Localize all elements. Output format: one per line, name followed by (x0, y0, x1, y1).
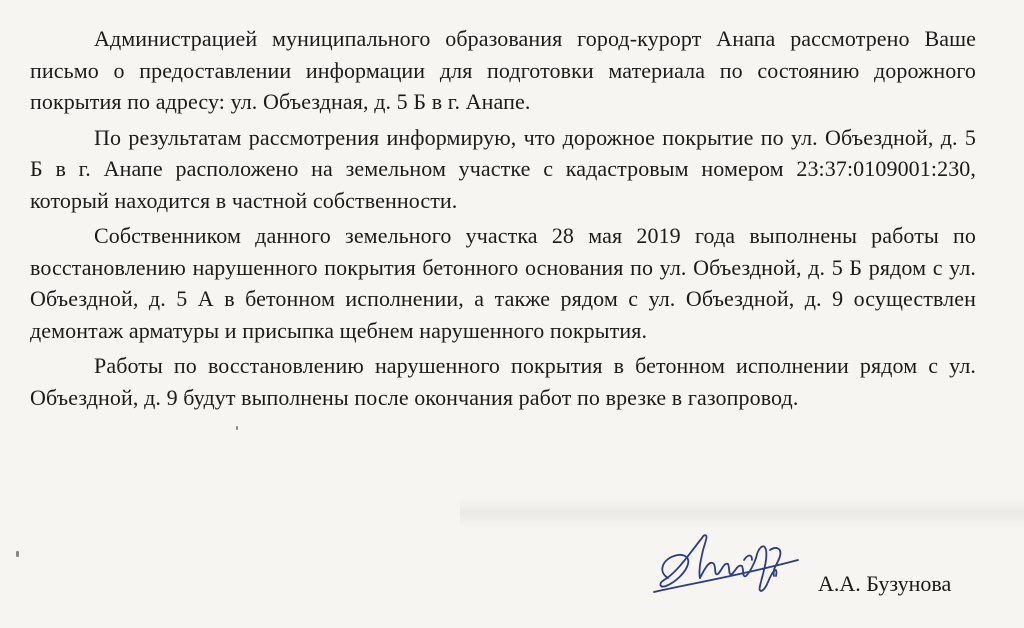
paragraph-4: Работы по восстановлению нарушенного покрытия в бетонном исполнении рядом с ул. Объездной, д. 9 будут выполнены после окончания работ по врезке в газопровод. (30, 353, 976, 410)
scan-speck (236, 426, 238, 430)
signer-name: А.А. Бузунова (818, 571, 952, 596)
paragraph-2: По результатам рассмотрения информирую, что дорожное покрытие по ул. Объездной, д. 5 Б в г. Анапе расположено на земельном участке с кадастровым номером 23:37:0109001:230, который находится в частной собственности. (30, 124, 976, 213)
letter-body (30, 23, 976, 413)
paragraph-1: Администрацией муниципального образования город-курорт Анапа рассмотрено Ваше письмо о предоставлении информации для подготовки материала по состоянию дорожного покрытия по адресу: ул. Объездная, д. 5 Б в г. Анапе. (30, 26, 976, 114)
handwritten-signature (648, 520, 813, 610)
scan-speck (16, 551, 19, 557)
paragraph-3: Собственником данного земельного участка 28 мая 2019 года выполнены работы по восстановлению нарушенного покрытия бетонного основания по ул. Объездной, д. 5 Б рядом с ул. Объездной, д. 5 А в бетонном исполнении, а также рядом с ул. Объездной, д. 9 осуществлен демонтаж арматуры и присыпка щебнем нарушенного покрытия. (30, 223, 976, 343)
